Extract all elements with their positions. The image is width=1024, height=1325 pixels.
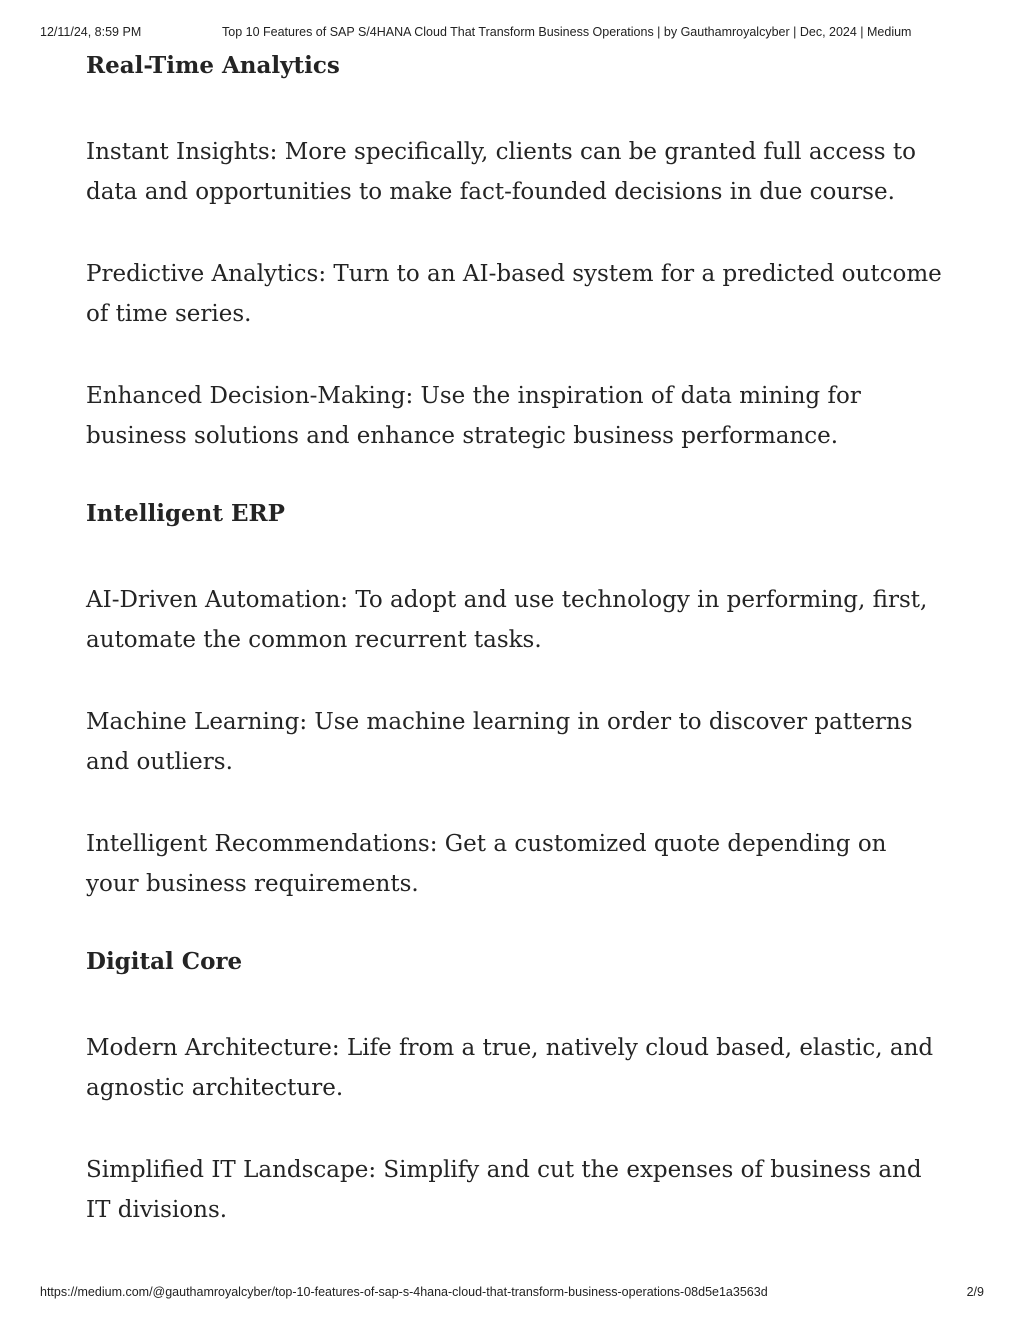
paragraph: Machine Learning: Use machine learning in order to discover patterns and outliers. <box>86 709 913 775</box>
article-body <box>86 50 946 1230</box>
paragraph: Simplified IT Landscape: Simplify and cut the expenses of business and IT divisions. <box>86 1157 922 1223</box>
section-heading: Intelligent ERP <box>86 500 285 527</box>
print-header <box>40 25 984 41</box>
paragraph: Intelligent Recommendations: Get a customized quote depending on your business requirements. <box>86 831 887 897</box>
section-heading: Digital Core <box>86 948 243 975</box>
paragraph: Enhanced Decision-Making: Use the inspiration of data mining for business solutions and enhance strategic business performance. <box>86 383 861 449</box>
print-page-title: Top 10 Features of SAP S/4HANA Cloud That Transform Business Operations | by Gauthamroyalcyber | Dec, 2024 | Medium <box>222 25 912 39</box>
print-footer <box>40 1285 984 1301</box>
paragraph: AI-Driven Automation: To adopt and use technology in performing, first, automate the common recurrent tasks. <box>86 587 928 653</box>
paragraph: Instant Insights: More specifically, clients can be granted full access to data and opportunities to make fact-founded decisions in due course. <box>86 139 916 205</box>
paragraph: Modern Architecture: Life from a true, natively cloud based, elastic, and agnostic architecture. <box>86 1035 934 1101</box>
paragraph: Predictive Analytics: Turn to an AI-based system for a predicted outcome of time series. <box>86 261 942 327</box>
section-heading: Real-Time Analytics <box>86 52 340 79</box>
page-number: 2/9 <box>966 1285 984 1299</box>
print-datetime: 12/11/24, 8:59 PM <box>40 25 142 39</box>
print-page-url: https://medium.com/@gauthamroyalcyber/top-10-features-of-sap-s-4hana-cloud-that-transform-business-operations-08d5e1a3563d <box>40 1285 768 1299</box>
